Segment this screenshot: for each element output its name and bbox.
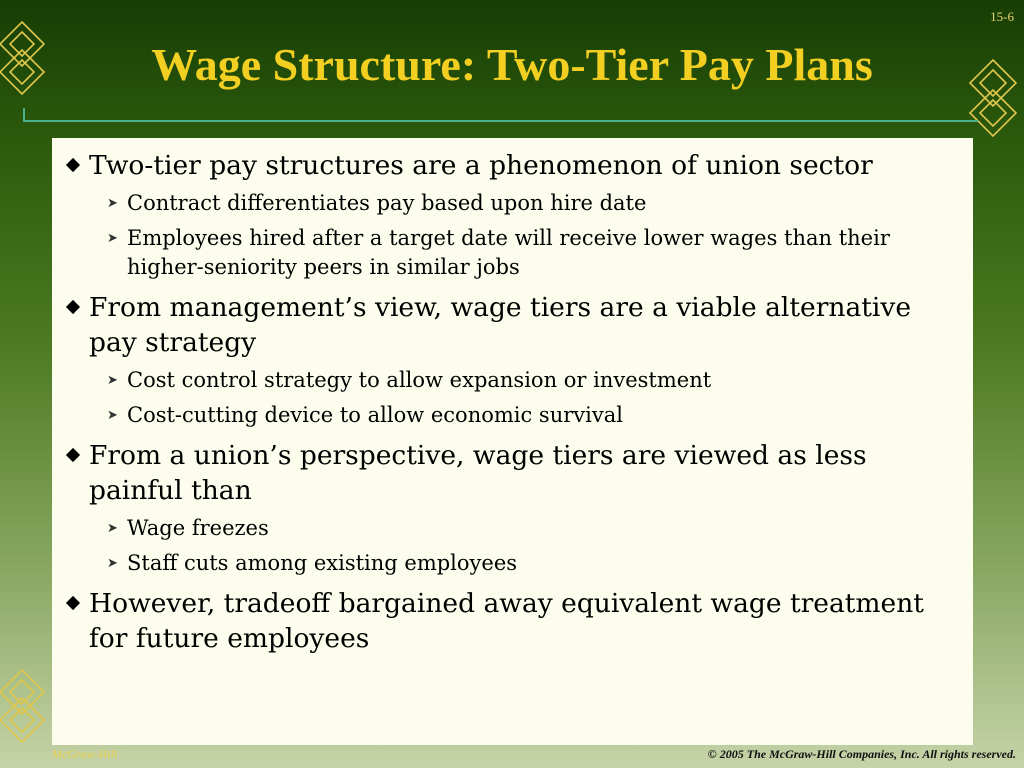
- publisher-label: McGraw-Hill: [52, 747, 118, 761]
- bullet-item: [52, 586, 963, 656]
- content-panel: [52, 138, 973, 745]
- copyright-notice: © 2005 The McGraw-Hill Companies, Inc. All rights reserved.: [707, 747, 1016, 761]
- sub-bullet-item: [52, 401, 963, 430]
- diamond-bullet-icon: [66, 158, 80, 172]
- diamond-bullet-icon: [66, 448, 80, 462]
- bullet-item: [52, 438, 963, 508]
- sub-bullet-text: Cost-cutting device to allow economic survival: [127, 403, 623, 427]
- diamond-bullet-icon: [66, 300, 80, 314]
- slide-number: 15-6: [990, 9, 1014, 24]
- sub-bullet-text: Cost control strategy to allow expansion or investment: [127, 368, 712, 392]
- arrowhead-bullet-icon: ➤: [107, 408, 118, 423]
- sub-bullet-item: [52, 224, 963, 282]
- arrowhead-bullet-icon: ➤: [107, 521, 118, 536]
- arrowhead-bullet-icon: ➤: [107, 556, 118, 571]
- bullet-text: From a union’s perspective, wage tiers are viewed as less painful than: [89, 440, 867, 506]
- arrowhead-bullet-icon: ➤: [107, 196, 118, 211]
- sub-bullet-item: [52, 549, 963, 578]
- sub-bullet-item: [52, 514, 963, 543]
- sub-bullet-text: Wage freezes: [127, 516, 269, 540]
- slide-title: Wage Structure: Two-Tier Pay Plans: [151, 39, 873, 90]
- sub-bullet-item: [52, 189, 963, 218]
- arrowhead-bullet-icon: ➤: [107, 373, 118, 388]
- diamond-bullet-icon: [66, 596, 80, 610]
- sub-bullet-item: [52, 366, 963, 395]
- bullet-text: However, tradeoff bargained away equivalent wage treatment for future employees: [89, 588, 924, 654]
- bullet-list: [52, 148, 963, 656]
- sub-bullet-text: Employees hired after a target date will receive lower wages than their higher-seniority peers in similar jobs: [127, 226, 890, 279]
- sub-bullet-text: Staff cuts among existing employees: [127, 551, 518, 575]
- bullet-item: [52, 148, 963, 183]
- title-divider: [23, 108, 978, 122]
- bullet-text: From management’s view, wage tiers are a viable alternative pay strategy: [89, 292, 912, 358]
- bullet-text: Two-tier pay structures are a phenomenon of union sector: [89, 150, 873, 181]
- arrowhead-bullet-icon: ➤: [107, 231, 118, 246]
- diamond-ornament-icon: [0, 668, 50, 758]
- sub-bullet-text: Contract differentiates pay based upon hire date: [127, 191, 647, 215]
- bullet-item: [52, 290, 963, 360]
